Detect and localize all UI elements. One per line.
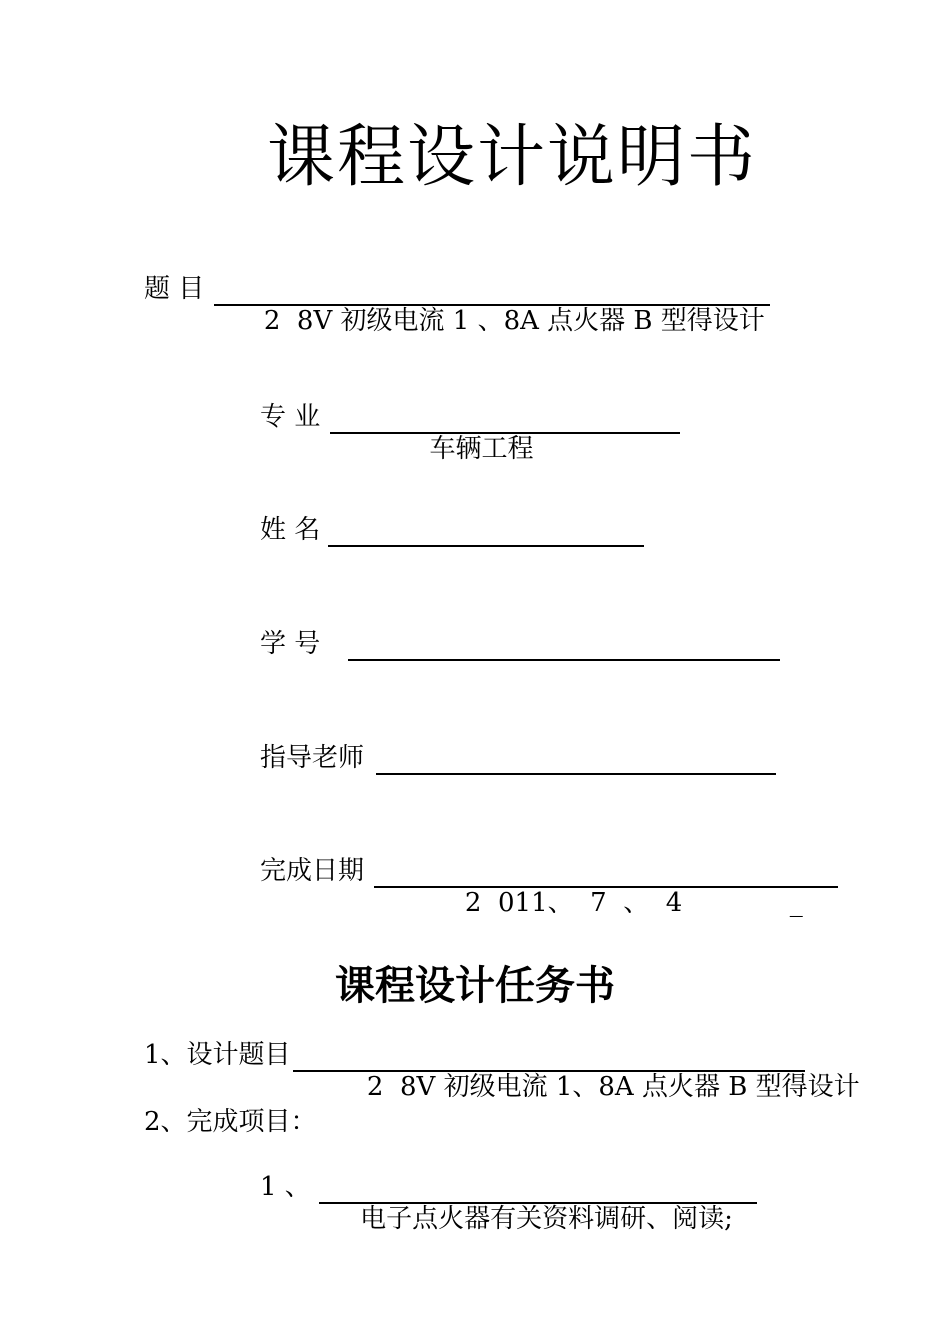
completion-date-label: 完成日期 [260, 856, 365, 886]
completion-date-field [374, 858, 838, 918]
major-field [330, 404, 683, 464]
advisor-field [376, 745, 776, 775]
topic-value: 2 8V 初级电流 1 、8A 点火器 B 型得设计 [247, 306, 790, 336]
task-subitem-1-field [319, 1174, 757, 1234]
task-item-2-row [144, 1105, 317, 1139]
name-field [328, 517, 644, 547]
advisor-label: 指导老师 [260, 743, 365, 773]
topic-field [214, 276, 790, 336]
document-title: 课程设计说明书 [266, 118, 757, 197]
major-row [260, 400, 683, 464]
task-item-2-label: 2、完成项目： [144, 1107, 317, 1137]
advisor-row [260, 741, 776, 775]
name-label: 姓 名 [260, 515, 321, 545]
completion-date-row [260, 854, 838, 918]
task-item-1-row [144, 1038, 885, 1102]
major-value: 车辆工程 [363, 434, 683, 464]
topic-label: 题 目 [144, 274, 205, 304]
task-item-1-value: 2 8V 初级电流 1、8A 点火器 B 型得设计 [325, 1072, 885, 1102]
task-item-1-field [293, 1042, 885, 1102]
task-subitem-1-row [260, 1170, 757, 1234]
task-title: 课程设计任务书 [335, 963, 615, 1009]
student-id-row [260, 627, 780, 661]
name-row [260, 513, 644, 547]
completion-date-value: 2 011、 7 、 4 _ [407, 888, 803, 918]
student-id-label: 学 号 [260, 629, 321, 659]
student-id-field [348, 631, 780, 661]
task-item-1-label: 1、设计题目 [144, 1040, 291, 1070]
major-label: 专 业 [260, 402, 321, 432]
task-subitem-1-value: 电子点火器有关资料调研、阅读; [351, 1204, 750, 1234]
topic-row [144, 272, 790, 336]
task-subitem-1-label: 1 、 [260, 1172, 311, 1202]
